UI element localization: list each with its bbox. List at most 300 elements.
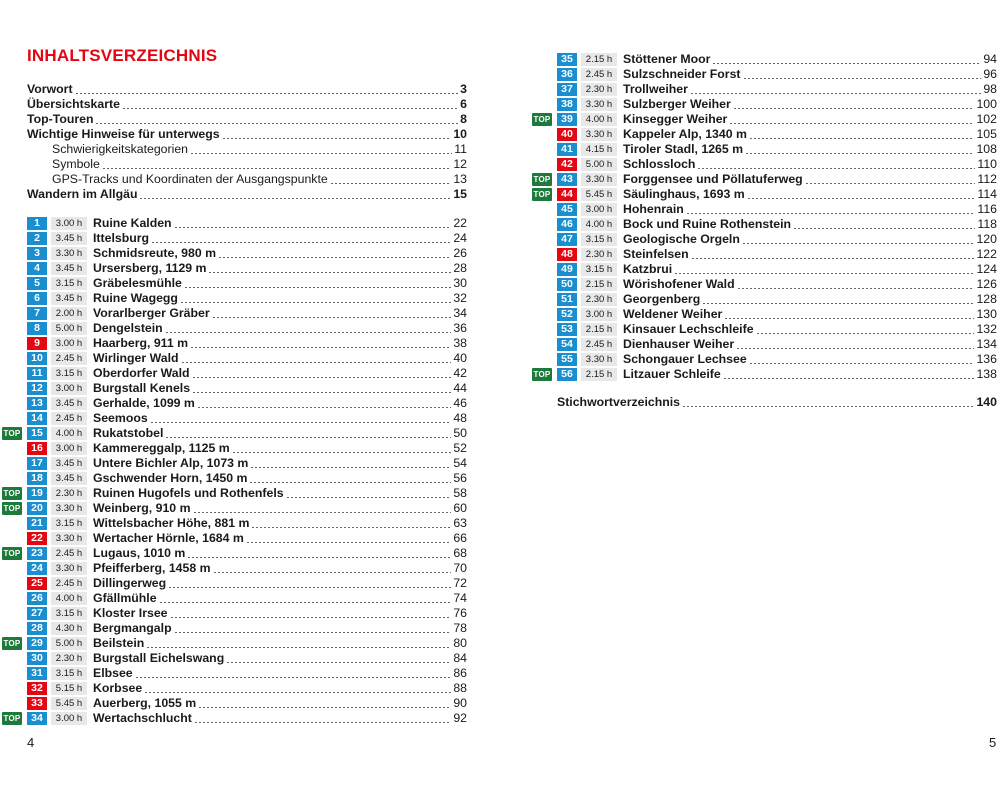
- tour-number-badge: 35: [557, 53, 577, 66]
- tour-number-badge: 10: [27, 352, 47, 365]
- dot-leader: [168, 587, 451, 588]
- dot-leader: [691, 258, 975, 259]
- toc-entry[interactable]: [52, 172, 467, 187]
- tour-page: 128: [976, 292, 997, 306]
- tour-title: Dengelstein: [93, 321, 163, 335]
- tour-title: Schlossloch: [623, 157, 696, 171]
- index-entry-title: Stichwortverzeichnis: [557, 395, 681, 409]
- dot-leader: [249, 482, 451, 483]
- tour-number-badge: 13: [27, 397, 47, 410]
- dot-leader: [226, 662, 451, 663]
- toc-entry-page: 12: [453, 157, 467, 171]
- tour-title: Elbsee: [93, 666, 133, 680]
- tour-entry[interactable]: [557, 67, 997, 82]
- dot-leader: [729, 123, 974, 124]
- tour-entry[interactable]: [27, 651, 467, 666]
- tour-duration: 2.45 h: [51, 577, 87, 590]
- dot-leader: [190, 153, 452, 154]
- tour-duration: 3.15 h: [51, 517, 87, 530]
- tour-title: Bock und Ruine Rothenstein: [623, 217, 792, 231]
- tour-duration: 3.45 h: [51, 262, 87, 275]
- dot-leader: [743, 78, 982, 79]
- toc-entry-page: 8: [460, 112, 467, 126]
- dot-leader: [208, 272, 451, 273]
- dot-leader: [174, 632, 452, 633]
- tour-duration: 2.45 h: [51, 547, 87, 560]
- tour-title: Kinsauer Lechschleife: [623, 322, 754, 336]
- dot-leader: [805, 183, 976, 184]
- tour-page: 32: [453, 291, 467, 305]
- tour-entry[interactable]: [27, 591, 467, 606]
- tour-number-badge: 6: [27, 292, 47, 305]
- tour-page: 76: [453, 606, 467, 620]
- toc-entry-title: Schwierigkeitskategorien: [52, 142, 189, 156]
- top-tour-badge: TOP: [3, 429, 21, 438]
- top-tour-badge: TOP: [3, 489, 21, 498]
- tour-duration: 3.15 h: [51, 367, 87, 380]
- tour-duration: 2.15 h: [581, 323, 617, 336]
- tour-number-badge: 55: [557, 353, 577, 366]
- tour-number-badge: 37: [557, 83, 577, 96]
- tour-entry[interactable]: [27, 666, 467, 681]
- tour-duration: 3.30 h: [51, 247, 87, 260]
- tour-entry[interactable]: [27, 696, 467, 711]
- tour-entry[interactable]: [27, 336, 467, 351]
- tour-number-badge: 8: [27, 322, 47, 335]
- tour-entry[interactable]: [557, 82, 997, 97]
- dot-leader: [742, 243, 975, 244]
- tour-page: 22: [453, 216, 467, 230]
- tour-duration: 2.15 h: [581, 368, 617, 381]
- tour-number-badge: 39: [557, 113, 577, 126]
- tour-number-badge: 44: [557, 188, 577, 201]
- dot-leader: [197, 407, 451, 408]
- tour-entry[interactable]: [557, 52, 997, 67]
- toc-entry-page: 3: [460, 82, 467, 96]
- tour-entry[interactable]: [27, 546, 467, 561]
- tour-duration: 3.15 h: [51, 667, 87, 680]
- tour-entry[interactable]: [557, 187, 997, 202]
- dot-leader: [682, 406, 974, 407]
- tour-title: Tiroler Stadl, 1265 m: [623, 142, 744, 156]
- tour-duration: 2.00 h: [51, 307, 87, 320]
- tour-number-badge: 26: [27, 592, 47, 605]
- tour-entry[interactable]: [27, 681, 467, 696]
- tour-number-badge: 25: [27, 577, 47, 590]
- tour-duration: 2.15 h: [581, 53, 617, 66]
- tour-title: Rukatstobel: [93, 426, 164, 440]
- tour-entry[interactable]: [27, 711, 467, 726]
- tour-page: 118: [977, 217, 997, 231]
- toc-entry[interactable]: [27, 112, 467, 127]
- tour-duration: 5.15 h: [51, 682, 87, 695]
- tour-duration: 4.00 h: [581, 218, 617, 231]
- tour-entry[interactable]: [557, 352, 997, 367]
- tour-entry[interactable]: [557, 232, 997, 247]
- tour-page: 136: [976, 352, 997, 366]
- tour-number-badge: 56: [557, 368, 577, 381]
- dot-leader: [330, 183, 452, 184]
- tour-duration: 3.00 h: [581, 308, 617, 321]
- tour-duration: 3.00 h: [51, 382, 87, 395]
- tour-number-badge: 12: [27, 382, 47, 395]
- tour-number-badge: 16: [27, 442, 47, 455]
- dot-leader: [146, 647, 451, 648]
- tour-duration: 3.30 h: [581, 353, 617, 366]
- dot-leader: [151, 242, 451, 243]
- tour-duration: 3.45 h: [51, 292, 87, 305]
- tour-duration: 3.00 h: [51, 217, 87, 230]
- dot-leader: [737, 288, 975, 289]
- tour-page: 116: [977, 202, 997, 216]
- tour-duration: 3.15 h: [51, 277, 87, 290]
- dot-leader: [102, 168, 451, 169]
- tour-number-badge: 34: [27, 712, 47, 725]
- toc-entry-page: 15: [453, 187, 467, 201]
- tour-duration: 3.30 h: [51, 532, 87, 545]
- tour-duration: 5.00 h: [51, 637, 87, 650]
- dot-leader: [232, 452, 452, 453]
- toc-entry[interactable]: [52, 157, 467, 172]
- dot-leader: [165, 332, 452, 333]
- tour-number-badge: 2: [27, 232, 47, 245]
- tour-title: Sulzberger Weiher: [623, 97, 731, 111]
- dot-leader: [194, 722, 451, 723]
- dot-leader: [756, 333, 975, 334]
- tour-duration: 4.15 h: [581, 143, 617, 156]
- toc-entry[interactable]: [52, 142, 467, 157]
- dot-leader: [192, 377, 452, 378]
- tour-entry[interactable]: [27, 561, 467, 576]
- tour-page: 58: [453, 486, 467, 500]
- tour-number-badge: 28: [27, 622, 47, 635]
- tour-entry[interactable]: [557, 307, 997, 322]
- tour-number-badge: 43: [557, 173, 577, 186]
- dot-leader: [222, 138, 452, 139]
- toc-entry-page: 6: [460, 97, 467, 111]
- toc-entry-page: 10: [453, 127, 467, 141]
- tour-title: Gräbelesmühle: [93, 276, 182, 290]
- tour-page: 134: [976, 337, 997, 351]
- tour-entry[interactable]: [557, 172, 997, 187]
- tour-entry[interactable]: [27, 411, 467, 426]
- dot-leader: [165, 437, 451, 438]
- tour-page: 102: [976, 112, 997, 126]
- tour-duration: 2.30 h: [581, 248, 617, 261]
- tour-entry[interactable]: [27, 516, 467, 531]
- dot-leader: [250, 467, 451, 468]
- tour-entry[interactable]: [557, 292, 997, 307]
- top-tour-badge: TOP: [533, 175, 551, 184]
- dot-leader: [193, 512, 452, 513]
- tour-duration: 3.00 h: [581, 203, 617, 216]
- tour-title: Litzauer Schleife: [623, 367, 721, 381]
- tour-title: Burgstall Kenels: [93, 381, 191, 395]
- tour-title: Gschwender Horn, 1450 m: [93, 471, 248, 485]
- dot-leader: [674, 273, 974, 274]
- tour-number-badge: 49: [557, 263, 577, 276]
- tour-entry[interactable]: [27, 621, 467, 636]
- tour-title: Beilstein: [93, 636, 145, 650]
- tour-title: Untere Bichler Alp, 1073 m: [93, 456, 249, 470]
- dot-leader: [213, 572, 452, 573]
- tour-number-badge: 3: [27, 247, 47, 260]
- tour-page: 120: [976, 232, 997, 246]
- top-tour-badge: TOP: [3, 549, 21, 558]
- tour-page: 68: [453, 546, 467, 560]
- tour-page: 74: [453, 591, 467, 605]
- dot-leader: [150, 422, 452, 423]
- tour-entry[interactable]: [27, 501, 467, 516]
- tour-page: 24: [453, 231, 467, 245]
- tour-entry[interactable]: [27, 381, 467, 396]
- tour-title: Dienhauser Weiher: [623, 337, 735, 351]
- tour-entry[interactable]: [557, 247, 997, 262]
- tour-entry[interactable]: [27, 636, 467, 651]
- tour-entry[interactable]: [27, 216, 467, 231]
- tour-number-badge: 15: [27, 427, 47, 440]
- tour-page: 70: [453, 561, 467, 575]
- tour-title: Korbsee: [93, 681, 143, 695]
- tour-number-badge: 18: [27, 472, 47, 485]
- tour-duration: 5.45 h: [581, 188, 617, 201]
- tour-number-badge: 7: [27, 307, 47, 320]
- tour-page: 44: [453, 381, 467, 395]
- tour-title: Wirlinger Wald: [93, 351, 179, 365]
- tour-page: 38: [453, 336, 467, 350]
- tour-number-badge: 11: [27, 367, 47, 380]
- tour-entry[interactable]: [557, 337, 997, 352]
- tour-page: 48: [453, 411, 467, 425]
- tour-number-badge: 33: [27, 697, 47, 710]
- dot-leader: [702, 303, 974, 304]
- dot-leader: [75, 93, 459, 94]
- tour-title: Gerhalde, 1099 m: [93, 396, 195, 410]
- dot-leader: [690, 93, 981, 94]
- tour-number-badge: 42: [557, 158, 577, 171]
- tour-number-badge: 20: [27, 502, 47, 515]
- tour-title: Burgstall Eichelswang: [93, 651, 225, 665]
- tour-duration: 5.00 h: [51, 322, 87, 335]
- tour-duration: 4.00 h: [51, 427, 87, 440]
- tour-page: 80: [453, 636, 467, 650]
- tour-page: 86: [453, 666, 467, 680]
- tour-duration: 2.30 h: [51, 487, 87, 500]
- tour-entry[interactable]: [27, 291, 467, 306]
- tour-page: 110: [977, 157, 997, 171]
- toc-entry[interactable]: [27, 187, 467, 202]
- tour-entry[interactable]: [27, 261, 467, 276]
- tour-number-badge: 19: [27, 487, 47, 500]
- tour-entry[interactable]: [27, 351, 467, 366]
- tour-page: 36: [453, 321, 467, 335]
- tour-page: 138: [976, 367, 997, 381]
- tour-page: 90: [453, 696, 467, 710]
- tour-page: 40: [453, 351, 467, 365]
- tour-number-badge: 17: [27, 457, 47, 470]
- tour-title: Kappeler Alp, 1340 m: [623, 127, 747, 141]
- tour-entry[interactable]: [557, 202, 997, 217]
- dot-leader: [733, 108, 975, 109]
- tour-number-badge: 5: [27, 277, 47, 290]
- tour-page: 63: [453, 516, 467, 530]
- tour-duration: 2.45 h: [51, 412, 87, 425]
- dot-leader: [218, 257, 451, 258]
- tour-entry[interactable]: [27, 606, 467, 621]
- tour-title: Vorarlberger Gräber: [93, 306, 210, 320]
- tour-duration: 5.00 h: [581, 158, 617, 171]
- tour-duration: 3.00 h: [51, 337, 87, 350]
- tour-page: 122: [976, 247, 997, 261]
- page-number-left: 4: [27, 735, 35, 750]
- dot-leader: [724, 318, 974, 319]
- tour-entry[interactable]: [557, 277, 997, 292]
- page-number-right: 5: [989, 735, 997, 750]
- tour-entry[interactable]: [557, 217, 997, 232]
- tour-duration: 3.30 h: [581, 98, 617, 111]
- tour-page: 46: [453, 396, 467, 410]
- tour-entry[interactable]: [27, 321, 467, 336]
- tour-entry[interactable]: [27, 426, 467, 441]
- tour-number-badge: 9: [27, 337, 47, 350]
- toc-entry[interactable]: [27, 82, 467, 97]
- toc-entry-title: Top-Touren: [27, 112, 94, 126]
- top-tour-badge: TOP: [533, 115, 551, 124]
- dot-leader: [212, 317, 452, 318]
- tour-duration: 2.45 h: [581, 68, 617, 81]
- dot-leader: [187, 557, 451, 558]
- dot-leader: [144, 692, 451, 693]
- tour-duration: 2.45 h: [581, 338, 617, 351]
- tour-duration: 3.45 h: [51, 397, 87, 410]
- tour-title: Kinsegger Weiher: [623, 112, 728, 126]
- dot-leader: [180, 302, 451, 303]
- tour-duration: 3.15 h: [51, 607, 87, 620]
- dot-leader: [736, 348, 974, 349]
- tour-page: 132: [976, 322, 997, 336]
- toc-entry-title: Wandern im Allgäu: [27, 187, 138, 201]
- tour-page: 60: [453, 501, 467, 515]
- dot-leader: [697, 168, 975, 169]
- tour-number-badge: 22: [27, 532, 47, 545]
- tour-entry[interactable]: [27, 231, 467, 246]
- tour-entry[interactable]: [27, 246, 467, 261]
- tour-number-badge: 45: [557, 203, 577, 216]
- tour-number-badge: 32: [27, 682, 47, 695]
- tour-title: Gfällmühle: [93, 591, 157, 605]
- tour-entry[interactable]: [27, 441, 467, 456]
- dot-leader: [190, 347, 451, 348]
- tour-entry[interactable]: [557, 322, 997, 337]
- tour-entry[interactable]: [27, 576, 467, 591]
- tour-page: 92: [453, 711, 467, 725]
- tour-title: Georgenberg: [623, 292, 701, 306]
- toc-entry[interactable]: [27, 97, 467, 112]
- tour-duration: 3.45 h: [51, 232, 87, 245]
- tour-entry[interactable]: [27, 306, 467, 321]
- dot-leader: [192, 392, 451, 393]
- tour-entry[interactable]: [27, 486, 467, 501]
- tour-entry[interactable]: [557, 112, 997, 127]
- tour-title: Weinberg, 910 m: [93, 501, 191, 515]
- dot-leader: [174, 227, 452, 228]
- tour-duration: 3.30 h: [581, 128, 617, 141]
- tour-page: 114: [977, 187, 997, 201]
- tour-entry[interactable]: [557, 127, 997, 142]
- top-tour-badge: TOP: [533, 190, 551, 199]
- dot-leader: [170, 617, 452, 618]
- dot-leader: [95, 123, 458, 124]
- tour-duration: 3.45 h: [51, 457, 87, 470]
- dot-leader: [793, 228, 975, 229]
- tour-entry[interactable]: [27, 456, 467, 471]
- tour-title: Bergmangalp: [93, 621, 172, 635]
- tour-title: Ittelsburg: [93, 231, 150, 245]
- tour-page: 72: [453, 576, 467, 590]
- tour-number-badge: 40: [557, 128, 577, 141]
- tour-entry[interactable]: [27, 276, 467, 291]
- tour-number-badge: 1: [27, 217, 47, 230]
- toc-entry-title: GPS-Tracks und Koordinaten der Ausgangspunkte: [52, 172, 328, 186]
- top-tour-badge: TOP: [3, 714, 21, 723]
- top-tour-badge: TOP: [3, 639, 21, 648]
- tour-entry[interactable]: [27, 531, 467, 546]
- tour-entry[interactable]: [557, 262, 997, 277]
- tour-entry[interactable]: [557, 157, 997, 172]
- tour-number-badge: 46: [557, 218, 577, 231]
- top-tour-badge: TOP: [533, 370, 551, 379]
- tour-title: Kammereggalp, 1125 m: [93, 441, 230, 455]
- tour-duration: 2.45 h: [51, 352, 87, 365]
- tour-page: 66: [453, 531, 467, 545]
- dot-leader: [159, 602, 452, 603]
- tour-duration: 3.30 h: [581, 173, 617, 186]
- tour-number-badge: 53: [557, 323, 577, 336]
- tour-duration: 2.30 h: [581, 83, 617, 96]
- tour-title: Sulzschneider Forst: [623, 67, 741, 81]
- tour-title: Kloster Irsee: [93, 606, 168, 620]
- tour-page: 78: [453, 621, 467, 635]
- tour-title: Wörishofener Wald: [623, 277, 735, 291]
- tour-entry[interactable]: [27, 471, 467, 486]
- tour-duration: 3.45 h: [51, 472, 87, 485]
- tour-entry[interactable]: [557, 142, 997, 157]
- dot-leader: [135, 677, 452, 678]
- tour-entry[interactable]: [557, 97, 997, 112]
- tour-number-badge: 48: [557, 248, 577, 261]
- tour-duration: 2.15 h: [581, 278, 617, 291]
- tour-page: 50: [453, 426, 467, 440]
- dot-leader: [723, 378, 975, 379]
- tour-duration: 2.30 h: [51, 652, 87, 665]
- page-title: INHALTSVERZEICHNIS: [27, 46, 218, 65]
- tour-entry[interactable]: [27, 366, 467, 381]
- tour-title: Auerberg, 1055 m: [93, 696, 197, 710]
- tour-duration: 3.00 h: [51, 712, 87, 725]
- toc-entry-page: 13: [453, 172, 467, 186]
- dot-leader: [286, 497, 452, 498]
- tour-number-badge: 24: [27, 562, 47, 575]
- tour-page: 96: [983, 67, 997, 81]
- tour-entry[interactable]: [27, 396, 467, 411]
- tour-number-badge: 27: [27, 607, 47, 620]
- tour-page: 84: [453, 651, 467, 665]
- toc-entry[interactable]: [27, 127, 467, 142]
- index-entry[interactable]: [557, 395, 997, 410]
- tour-title: Trollweiher: [623, 82, 688, 96]
- tour-title: Geologische Orgeln: [623, 232, 740, 246]
- tour-entry[interactable]: [557, 367, 997, 382]
